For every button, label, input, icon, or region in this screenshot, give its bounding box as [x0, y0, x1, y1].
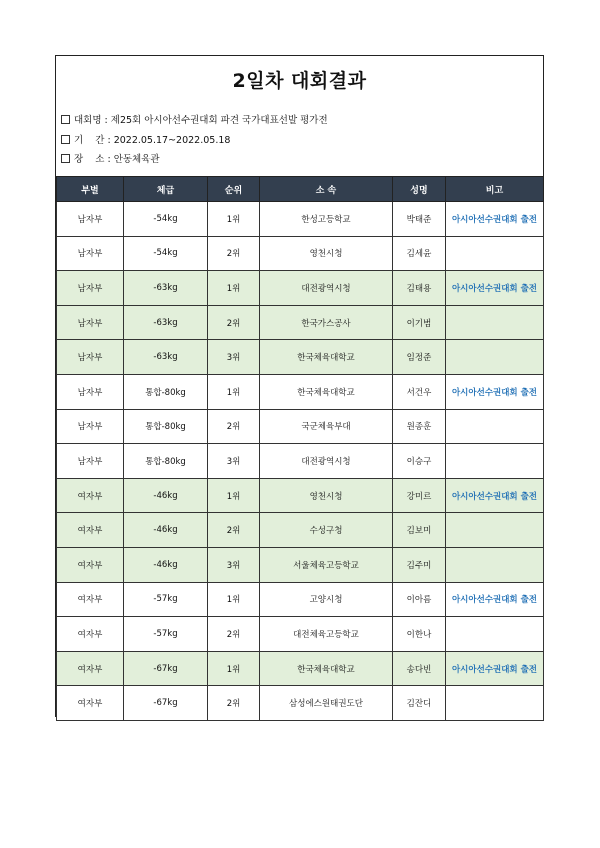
- cell-name: 김주미: [393, 547, 446, 582]
- checkbox-square-icon: [61, 115, 70, 124]
- info-venue-value: 안동체육관: [113, 154, 160, 165]
- cell-team: 대전광역시청: [260, 271, 393, 306]
- cell-rank: 3위: [208, 340, 260, 375]
- cell-team: 한국체육대학교: [260, 651, 393, 686]
- cell-weight: -46kg: [124, 478, 208, 513]
- table-row: [57, 340, 544, 375]
- cell-team: 영천시청: [260, 478, 393, 513]
- col-header-name: 성명: [393, 177, 446, 202]
- cell-division: 여자부: [57, 547, 124, 582]
- cell-name: 김보미: [393, 513, 446, 548]
- cell-rank: 2위: [208, 236, 260, 271]
- cell-weight: 통합-80kg: [124, 374, 208, 409]
- cell-team: 고양시청: [260, 582, 393, 617]
- cell-note: 아시아선수권대회 출전: [446, 651, 544, 686]
- cell-weight: -57kg: [124, 582, 208, 617]
- checkbox-square-icon: [61, 135, 70, 144]
- cell-division: 남자부: [57, 409, 124, 444]
- cell-name: 이승구: [393, 444, 446, 479]
- cell-weight: -54kg: [124, 236, 208, 271]
- cell-division: 여자부: [57, 478, 124, 513]
- cell-note: 아시아선수권대회 출전: [446, 374, 544, 409]
- cell-rank: 2위: [208, 305, 260, 340]
- cell-weight: -67kg: [124, 651, 208, 686]
- cell-rank: 1위: [208, 271, 260, 306]
- cell-rank: 2위: [208, 686, 260, 721]
- cell-name: 원종훈: [393, 409, 446, 444]
- info-venue: 장 소 : 안동체육관: [61, 151, 160, 165]
- cell-team: 삼성에스원태권도단: [260, 686, 393, 721]
- cell-rank: 1위: [208, 582, 260, 617]
- info-period-label: 기 간: [74, 135, 105, 146]
- cell-division: 남자부: [57, 305, 124, 340]
- table-header-row: [57, 177, 544, 202]
- cell-rank: 2위: [208, 409, 260, 444]
- table-row: [57, 513, 544, 548]
- cell-team: 한국가스공사: [260, 305, 393, 340]
- cell-name: 이아름: [393, 582, 446, 617]
- table-row: [57, 305, 544, 340]
- cell-name: 강미르: [393, 478, 446, 513]
- cell-division: 남자부: [57, 202, 124, 237]
- cell-note: [446, 236, 544, 271]
- cell-name: 임정준: [393, 340, 446, 375]
- cell-division: 여자부: [57, 651, 124, 686]
- cell-rank: 1위: [208, 478, 260, 513]
- cell-note: [446, 305, 544, 340]
- table-row: [57, 236, 544, 271]
- col-header-division: 부별: [57, 177, 124, 202]
- results-document: [55, 55, 544, 717]
- cell-division: 여자부: [57, 582, 124, 617]
- cell-note: 아시아선수권대회 출전: [446, 582, 544, 617]
- table-row: [57, 617, 544, 652]
- table-row: [57, 444, 544, 479]
- cell-note: [446, 617, 544, 652]
- cell-name: 김잔디: [393, 686, 446, 721]
- cell-team: 한국체육대학교: [260, 340, 393, 375]
- cell-name: 서건우: [393, 374, 446, 409]
- cell-weight: 통합-80kg: [124, 409, 208, 444]
- cell-team: 한성고등학교: [260, 202, 393, 237]
- cell-rank: 2위: [208, 513, 260, 548]
- info-period: 기 간 : 2022.05.17~2022.05.18: [61, 132, 230, 146]
- cell-division: 남자부: [57, 340, 124, 375]
- table-row: [57, 547, 544, 582]
- cell-rank: 3위: [208, 444, 260, 479]
- table-row: [57, 582, 544, 617]
- cell-note: [446, 513, 544, 548]
- cell-rank: 1위: [208, 202, 260, 237]
- checkbox-square-icon: [61, 154, 70, 163]
- info-event-value: 제25회 아시아선수권대회 파견 국가대표선발 평가전: [110, 115, 328, 126]
- cell-team: 수성구청: [260, 513, 393, 548]
- cell-name: 이기범: [393, 305, 446, 340]
- cell-note: [446, 409, 544, 444]
- cell-note: [446, 547, 544, 582]
- cell-weight: 통합-80kg: [124, 444, 208, 479]
- cell-weight: -46kg: [124, 513, 208, 548]
- cell-division: 남자부: [57, 236, 124, 271]
- cell-name: 송다빈: [393, 651, 446, 686]
- col-header-weight: 체급: [124, 177, 208, 202]
- cell-name: 김세윤: [393, 236, 446, 271]
- cell-division: 남자부: [57, 374, 124, 409]
- info-period-value: 2022.05.17~2022.05.18: [113, 135, 231, 146]
- cell-division: 여자부: [57, 686, 124, 721]
- cell-note: [446, 686, 544, 721]
- cell-division: 남자부: [57, 444, 124, 479]
- cell-division: 남자부: [57, 271, 124, 306]
- table-row: [57, 686, 544, 721]
- cell-weight: -54kg: [124, 202, 208, 237]
- cell-rank: 1위: [208, 374, 260, 409]
- cell-weight: -67kg: [124, 686, 208, 721]
- table-row: [57, 202, 544, 237]
- col-header-rank: 순위: [208, 177, 260, 202]
- table-row: [57, 409, 544, 444]
- col-header-team: 소 속: [260, 177, 393, 202]
- cell-note: [446, 444, 544, 479]
- cell-team: 한국체육대학교: [260, 374, 393, 409]
- cell-note: 아시아선수권대회 출전: [446, 271, 544, 306]
- cell-division: 여자부: [57, 617, 124, 652]
- table-row: [57, 271, 544, 306]
- cell-team: 서울체육고등학교: [260, 547, 393, 582]
- cell-weight: -46kg: [124, 547, 208, 582]
- table-row: [57, 478, 544, 513]
- cell-rank: 1위: [208, 651, 260, 686]
- cell-weight: -63kg: [124, 271, 208, 306]
- cell-team: 대전광역시청: [260, 444, 393, 479]
- cell-team: 대전체육고등학교: [260, 617, 393, 652]
- info-event: 대회명 : 제25회 아시아선수권대회 파견 국가대표선발 평가전: [61, 112, 328, 126]
- cell-team: 국군체육부대: [260, 409, 393, 444]
- cell-weight: -63kg: [124, 340, 208, 375]
- cell-rank: 3위: [208, 547, 260, 582]
- cell-weight: -63kg: [124, 305, 208, 340]
- cell-name: 김태용: [393, 271, 446, 306]
- results-table: [56, 176, 544, 721]
- page-title: 2일차 대회결과: [232, 70, 367, 92]
- cell-name: 박태준: [393, 202, 446, 237]
- col-header-note: 비고: [446, 177, 544, 202]
- cell-name: 이한나: [393, 617, 446, 652]
- info-event-label: 대회명: [74, 115, 102, 126]
- cell-note: 아시아선수권대회 출전: [446, 478, 544, 513]
- info-venue-label: 장 소: [74, 154, 105, 165]
- cell-note: 아시아선수권대회 출전: [446, 202, 544, 237]
- table-row: [57, 651, 544, 686]
- cell-rank: 2위: [208, 617, 260, 652]
- table-row: [57, 374, 544, 409]
- cell-team: 영천시청: [260, 236, 393, 271]
- cell-division: 여자부: [57, 513, 124, 548]
- cell-weight: -57kg: [124, 617, 208, 652]
- cell-note: [446, 340, 544, 375]
